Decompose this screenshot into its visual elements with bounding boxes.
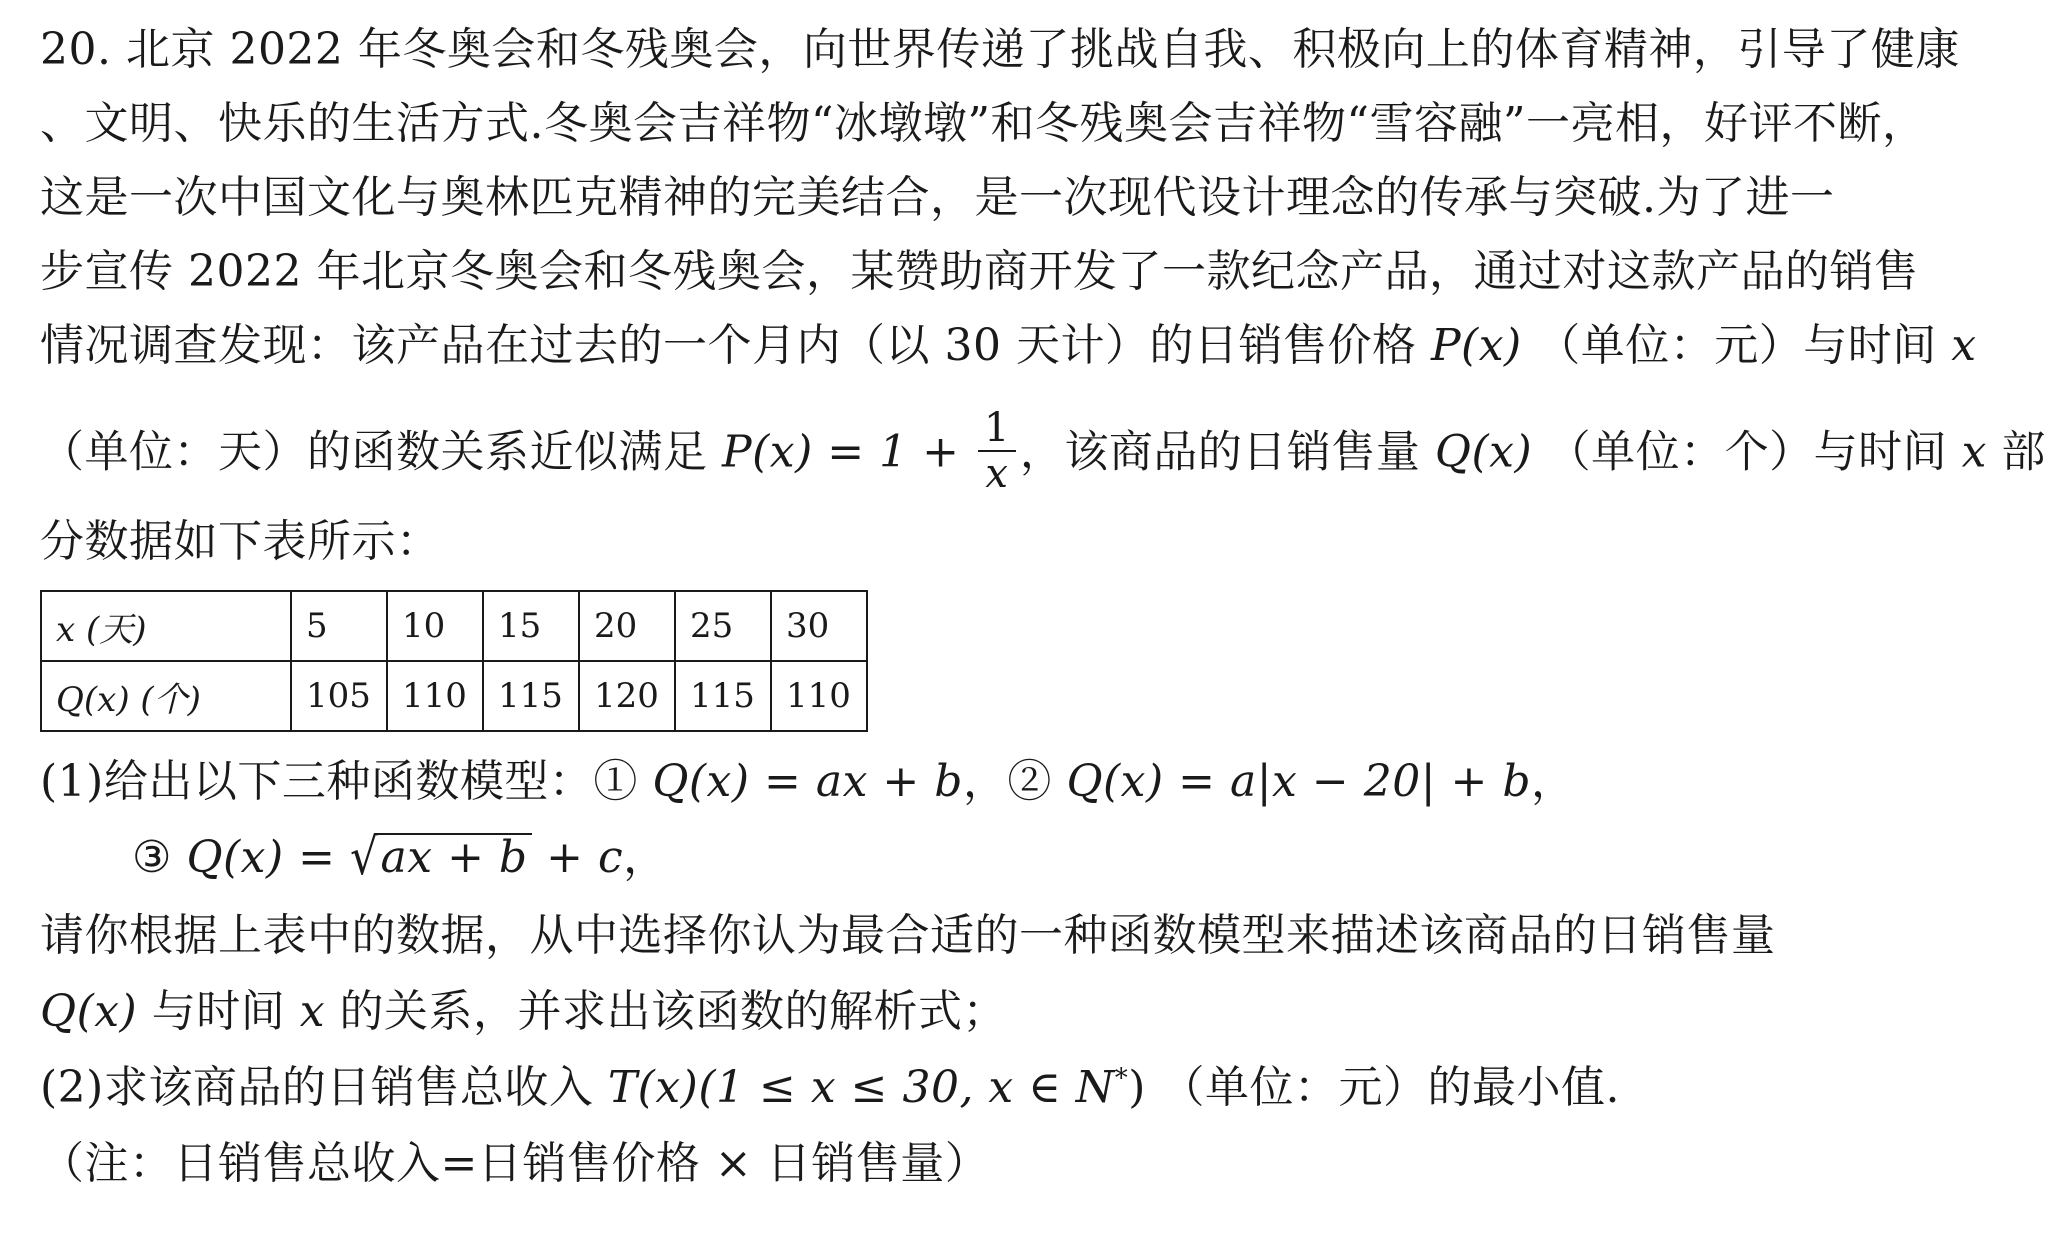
- sqrt-icon: √: [350, 828, 379, 887]
- line5-mid: （单位：元）与时间: [1521, 320, 1952, 371]
- quantity-function-2: Q(x): [40, 986, 138, 1037]
- domain-range: (1 ≤ x ≤ 30, x ∈ N: [698, 1062, 1115, 1113]
- revenue-function: T(x): [607, 1062, 699, 1113]
- question-1-line-4: [40, 982, 1007, 1042]
- line6-pre: （单位：天）的函数关系近似满足: [40, 426, 722, 478]
- line6-mid: ，该商品的日销售量: [1019, 426, 1435, 478]
- line5-text: 情况调查发现：该产品在过去的一个月内（以 30 天计）的日销售价格: [40, 320, 1431, 371]
- model-2: Q(x) = a|x − 20| + b: [1066, 756, 1532, 807]
- data-table: [40, 590, 868, 732]
- model-1: Q(x) = ax + b: [652, 756, 963, 807]
- table-cell: 10: [387, 591, 483, 661]
- q2-end: ) （单位：元）的最小值.: [1128, 1062, 1620, 1113]
- line6-post: （单位：个）与时间: [1532, 426, 1962, 478]
- fraction-one-over-x: [978, 406, 1016, 496]
- table-header-x: x (天): [41, 591, 291, 661]
- q1-end: ，: [1531, 756, 1576, 807]
- table-cell: 120: [579, 661, 675, 731]
- price-function: P(x): [1430, 320, 1522, 371]
- question-1-line-2: [132, 828, 668, 888]
- table-cell: 105: [291, 661, 387, 731]
- positive-star: *: [1114, 1063, 1129, 1094]
- q1-intro: (1)给出以下三种函数模型：①: [40, 756, 653, 807]
- q2-intro: (2)求该商品的日销售总收入: [40, 1062, 608, 1113]
- q1-c-end: ，: [623, 832, 668, 883]
- table-row: [41, 661, 867, 731]
- time-variable: x: [1951, 320, 1977, 371]
- table-cell: 20: [579, 591, 675, 661]
- q1-line4-end: 的关系，并求出该函数的解析式；: [325, 986, 1008, 1037]
- time-variable-3: x: [299, 986, 326, 1037]
- table-cell: 25: [675, 591, 771, 661]
- problem-line-2: 、文明、快乐的生活方式.冬奥会吉祥物“冰墩墩”和冬残奥会吉祥物“雪容融”一亮相，好评不断，: [40, 98, 1927, 149]
- problem-line-1: 20. 北京 2022 年冬奥会和冬残奥会，向世界传递了挑战自我、积极向上的体育精神，引导了健康: [40, 24, 1960, 75]
- table-row: [41, 591, 867, 661]
- table-cell: 110: [387, 661, 483, 731]
- question-1-line-3: 请你根据上表中的数据，从中选择你认为最合适的一种函数模型来描述该商品的日销售量: [40, 910, 1776, 961]
- problem-line-7: 分数据如下表所示：: [40, 516, 441, 567]
- problem-line-6: [40, 405, 2046, 500]
- table-cell: 110: [771, 661, 867, 731]
- q1-separator: ，②: [962, 756, 1067, 807]
- problem-line-5: [40, 316, 1977, 376]
- question-2-line: [40, 1058, 1620, 1118]
- table-header-q: Q(x) (个): [41, 661, 291, 731]
- table-cell: 5: [291, 591, 387, 661]
- table-cell: 115: [675, 661, 771, 731]
- problem-line-3: 这是一次中国文化与奥林匹克精神的完美结合，是一次现代设计理念的传承与突破.为了进一: [40, 172, 1835, 223]
- table-cell: 15: [483, 591, 579, 661]
- problem-line-4: 步宣传 2022 年北京冬奥会和冬残奥会，某赞助商开发了一款纪念产品，通过对这款产品的销售: [40, 246, 1919, 297]
- quantity-function: Q(x): [1434, 426, 1533, 478]
- table-cell: 30: [771, 591, 867, 661]
- model-3-rhs: + c: [531, 832, 624, 883]
- q1-line4-mid: 与时间: [137, 986, 300, 1037]
- note-line: （注：日销售总收入=日销售价格 × 日销售量）: [40, 1138, 990, 1189]
- model-3-radicand: ax + b: [377, 833, 532, 881]
- time-variable-2: x: [1961, 426, 1987, 478]
- model-3-lhs: Q(x) =: [186, 832, 350, 883]
- price-equation: P(x) = 1 +: [722, 426, 974, 478]
- fraction-numerator: 1: [978, 406, 1016, 452]
- fraction-denominator: x: [985, 451, 1009, 497]
- q1-c-marker: ③: [132, 832, 187, 883]
- question-1-line-1: [40, 752, 1576, 812]
- table-cell: 115: [483, 661, 579, 731]
- line6-end: 部: [1986, 426, 2046, 478]
